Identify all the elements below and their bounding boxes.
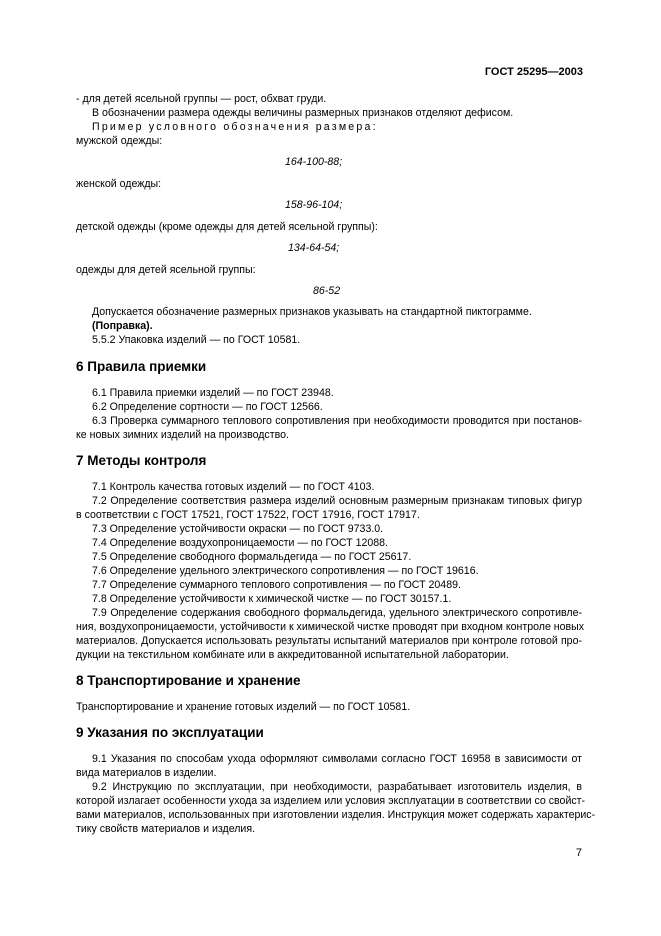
clause-7-5: 7.5 Определение свободного формальдегида — по ГОСТ 25617. (92, 551, 412, 563)
section-9-title: 9 Указания по эксплуатации (76, 725, 264, 740)
clause-9-2-line-2: которой излагает особенности ухода за изделием или условия эксплуатации в соответствии со свойст- (76, 795, 586, 807)
clause-9-2-line-4: тику свойств материалов и изделия. (76, 823, 256, 835)
pictogram-line: Допускается обозначение размерных признаков указывать на стандартной пиктограмме. (92, 306, 532, 318)
page-number: 7 (575, 847, 582, 859)
clause-7-9-line-1: 7.9 Определение содержания свободного формальдегида, удельного электрического сопротивле- (92, 607, 582, 619)
amendment-note: (Поправка). (92, 320, 153, 332)
children-label: детской одежды (кроме одежды для детей ясельной группы): (76, 221, 378, 233)
clause-7-1: 7.1 Контроль качества готовых изделий — по ГОСТ 4103. (92, 481, 375, 493)
nursery-size-example: 86-52 (313, 285, 341, 297)
clause-6-2: 6.2 Определение сортности — по ГОСТ 12566. (92, 401, 323, 413)
men-label: мужской одежды: (76, 135, 163, 147)
clause-9-2-line-1: 9.2 Инструкцию по эксплуатации, при необходимости, разрабатывает изготовитель изделия, в (92, 781, 582, 793)
nursery-label: одежды для детей ясельной группы: (76, 264, 256, 276)
clause-7-3: 7.3 Определение устойчивости окраски — по ГОСТ 9733.0. (92, 523, 384, 535)
section-6-title: 6 Правила приемки (76, 359, 207, 374)
women-label: женской одежды: (76, 178, 162, 190)
children-size-example: 134-64-54; (288, 242, 340, 254)
clause-6-3-line-2: ке новых зимних изделий на производство. (76, 429, 289, 441)
clause-7-6: 7.6 Определение удельного электрического сопротивления — по ГОСТ 19616. (92, 565, 479, 577)
hyphen-rule-line: В обозначении размера одежды величины размерных признаков отделяют дефисом. (92, 107, 514, 119)
clause-7-2-line-2: в соответствии с ГОСТ 17521, ГОСТ 17522, ГОСТ 17916, ГОСТ 17917. (76, 509, 420, 521)
clause-6-3-line-1: 6.3 Проверка суммарного теплового сопротивления при необходимости проводится при постанов- (92, 415, 582, 427)
clause-9-1-line-2: вида материалов в изделии. (76, 767, 217, 779)
clause-7-9-line-3: материалов. Допускается использовать результаты испытаний материалов при контроле готовой про- (76, 635, 582, 647)
women-size-example: 158-96-104; (285, 199, 343, 211)
clause-7-2-line-1: 7.2 Определение соответствия размера изделий основным размерным признакам типовых фигур (92, 495, 582, 507)
section-8-title: 8 Транспортирование и хранение (76, 673, 301, 688)
clause-7-8: 7.8 Определение устойчивости к химической чистке — по ГОСТ 30157.1. (92, 593, 452, 605)
clause-7-9-line-2: ния, воздухопроницаемости, устойчивости к химической чистке проводят при входном контроле новых (76, 621, 585, 633)
men-size-example: 164-100-88; (285, 156, 343, 168)
clause-9-1-line-1: 9.1 Указания по способам ухода оформляют символами согласно ГОСТ 16958 в зависимости от (92, 753, 582, 765)
clause-6-1: 6.1 Правила приемки изделий — по ГОСТ 23948. (92, 387, 334, 399)
document-number: ГОСТ 25295—2003 (484, 66, 583, 78)
clause-9-2-line-3: вами материалов, использованных при изготовлении изделия. Инструкция может содержать характерис- (76, 809, 596, 821)
clause-7-7: 7.7 Определение суммарного теплового сопротивления — по ГОСТ 20489. (92, 579, 461, 591)
example-heading: Пример условного обозначения размера: (92, 121, 378, 133)
nursery-size-line: - для детей ясельной группы — рост, обхват груди. (76, 93, 327, 105)
clause-7-9-line-4: дукции на текстильном комбинате или в аккредитованной испытательной лаборатории. (76, 649, 509, 661)
section-8-text: Транспортирование и хранение готовых изделий — по ГОСТ 10581. (76, 701, 411, 713)
clause-5-5-2: 5.5.2 Упаковка изделий — по ГОСТ 10581. (92, 334, 301, 346)
section-7-title: 7 Методы контроля (76, 453, 207, 468)
clause-7-4: 7.4 Определение воздухопроницаемости — по ГОСТ 12088. (92, 537, 388, 549)
